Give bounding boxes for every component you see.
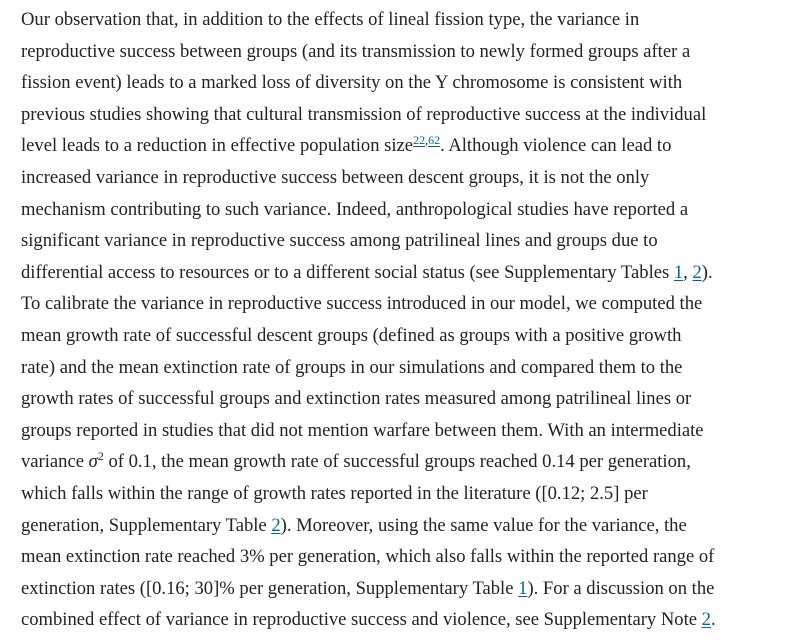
text-run: groups reported in studies that did not mention warfare between them. With an intermediate: [21, 419, 704, 441]
text-line: [21, 288, 769, 320]
text-run: previous studies showing that cultural transmission of reproductive success at the individual: [21, 103, 707, 125]
text-line: [21, 510, 769, 542]
text-run: ). Moreover, using the same value for the variance, the: [280, 514, 687, 536]
text-line: [21, 352, 769, 384]
text-run: generation, Supplementary Table: [21, 514, 272, 536]
text-line: [21, 130, 769, 162]
text-line: [21, 257, 769, 289]
text-line: [21, 36, 769, 68]
text-run: differential access to resources or to a different social status (see Supplementary Tables: [21, 261, 674, 283]
text-line: [21, 541, 769, 573]
text-run: variance: [21, 451, 89, 473]
text-run: mean growth rate of successful descent groups (defined as groups with a positive growth: [21, 324, 682, 346]
supp-table-1-link[interactable]: 1: [518, 577, 528, 599]
text-run: growth rates of successful groups and extinction rates measured among patrilineal lines or: [21, 388, 692, 410]
citation-separator: ,: [425, 133, 429, 148]
text-run: .: [710, 609, 716, 631]
supp-table-2-link[interactable]: 2: [692, 261, 702, 283]
text-line: [21, 4, 769, 36]
body-paragraph: [21, 4, 769, 636]
text-run: ).: [701, 261, 713, 283]
text-run: significant variance in reproductive success among patrilineal lines and groups due to: [21, 230, 658, 252]
citation-link-62[interactable]: 62: [428, 133, 441, 148]
text-run: level leads to a reduction in effective population size: [21, 135, 414, 157]
text-run: . Although violence can lead to: [440, 135, 672, 157]
text-line: [21, 573, 769, 605]
text-line: [21, 478, 769, 510]
text-run: combined effect of variance in reproductive success and violence, see Supplementary Note: [21, 609, 702, 631]
text-line: [21, 162, 769, 194]
text-run: ). For a discussion on the: [527, 577, 715, 599]
text-line: [21, 67, 769, 99]
text-run: Our observation that, in addition to the effects of lineal fission type, the variance in: [21, 9, 640, 30]
text-line: [21, 415, 769, 447]
text-run: reproductive success between groups (and its transmission to newly formed groups after a: [21, 40, 691, 62]
text-line: [21, 604, 769, 636]
text-run: extinction rates ([0.16; 30]% per generation, Supplementary Table: [21, 577, 519, 599]
exponent: 2: [97, 449, 104, 464]
text-line: [21, 320, 769, 352]
citation-superscript: [413, 133, 440, 147]
supp-note-2-link[interactable]: 2: [701, 609, 711, 631]
supp-table-1-link[interactable]: 1: [673, 261, 684, 283]
text-line: [21, 194, 769, 226]
text-line: [21, 383, 769, 415]
text-run: rate) and the mean extinction rate of groups in our simulations and compared them to the: [21, 356, 683, 378]
citation-link-22[interactable]: 22: [413, 133, 426, 148]
text-run: To calibrate the variance in reproductive success introduced in our model, we computed the: [21, 293, 703, 315]
text-run: fission event) leads to a marked loss of diversity on the Y chromosome is consistent with: [21, 72, 683, 94]
text-run: mechanism contributing to such variance. Indeed, anthropological studies have reported a: [21, 198, 689, 220]
text-line: [21, 446, 769, 478]
text-run: ,: [683, 261, 693, 283]
supp-table-2-link[interactable]: 2: [271, 514, 281, 536]
text-run: of 0.1, the mean growth rate of successful groups reached 0.14 per generation,: [103, 451, 691, 473]
text-run: increased variance in reproductive success between descent groups, it is not the only: [21, 166, 650, 188]
text-line: [21, 99, 769, 131]
text-run: mean extinction rate reached 3% per generation, which also falls within the reported range of: [21, 546, 715, 568]
sigma-symbol: σ: [88, 451, 98, 473]
text-line: [21, 225, 769, 257]
text-run: which falls within the range of growth rates reported in the literature ([0.12; 2.5] per: [21, 482, 648, 504]
